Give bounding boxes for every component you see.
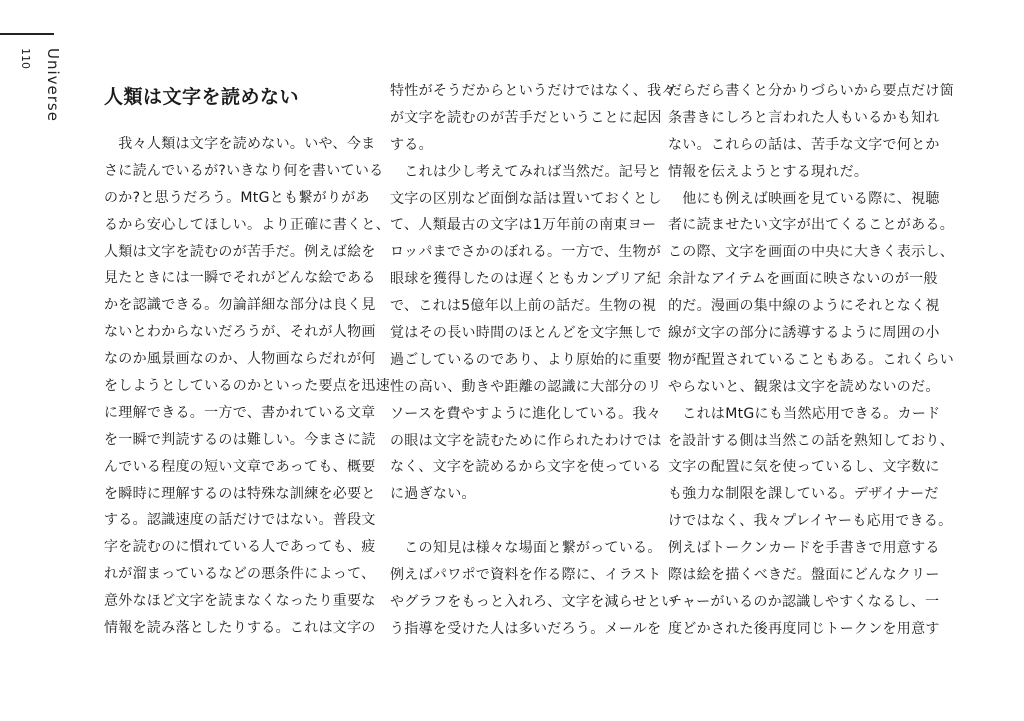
text-line: なく、文字を読めるから文字を使っている [390,459,662,476]
text-line: れが溜まっているなどの悪条件によって、 [104,566,376,583]
text-line: んでいる程度の短い文章であっても、概要 [104,458,376,475]
text-line: 条書きにしろと言われた人もいるかも知れ [668,109,940,126]
text-line: これは少し考えてみれば当然だ。記号と [390,163,662,180]
article-title: 人類は文字を読めない [104,86,300,108]
text-line: 例えばトークンカードを手書きで用意する [668,540,940,557]
text-line: 覚はその長い時間のほとんどを文字無しで [390,325,662,342]
body-column-1 [104,131,390,642]
text-line: する。 [390,136,433,153]
text-line: なのか風景画なのか、人物画ならだれが何 [104,351,376,368]
body-column-2 [390,78,676,643]
text-line: 見たときには一瞬でそれがどんな絵である [104,270,376,287]
text-line: 人類は文字を読むのが苦手だ。例えば絵を [104,243,376,260]
text-line: 度どかされた後再度同じトークンを用意す [668,620,940,637]
text-line: 余計なアイテムを画面に映さないのが一般 [668,271,938,288]
text-line: の眼は文字を読むために作られたわけでは [390,432,662,449]
text-line: も強力な制限を課している。デザイナーだ [668,486,939,503]
text-line: う指導を受けた人は多いだろう。メールを [390,620,662,637]
text-line: ソースを費やすように進化している。我々 [390,405,661,422]
text-line: を一瞬で判読するのは難しい。今まさに読 [104,431,376,448]
text-line: 過ごしているのであり、より原始的に重要 [390,351,662,368]
text-line: 他にも例えば映画を見ている際に、視聴 [668,190,940,207]
body-column-3 [668,78,954,643]
text-line: て、人類最古の文字は1万年前の南東ヨー [390,217,657,234]
header-rule [0,33,54,35]
text-line: 文字の区別など面倒な話は置いておくとし [390,190,662,207]
text-line: だらだら書くと分かりづらいから要点だけ箇 [668,83,954,99]
text-line: けではなく、我々プレイヤーも応用できる。 [668,513,953,530]
text-line: を瞬時に理解するのは特殊な訓練を必要と [104,485,376,502]
text-line: に理解できる。一方で、書かれている文章 [104,404,376,421]
text-line: 物が配置されていることもある。これくらい [668,351,954,368]
text-line: 特性がそうだからというだけではなく、我々 [390,83,676,99]
text-line: 字を読むのに慣れている人であっても、疲 [104,539,376,556]
text-line: 性の高い、動きや距離の認識に大部分のリ [390,378,662,395]
text-line: 意外なほど文字を読まなくなったり重要な [104,593,376,610]
text-line: るから安心してほしい。より正確に書くと、 [104,216,390,233]
text-line: やグラフをもっと入れろ、文字を減らせとい [390,593,676,610]
text-line: 例えばパワポで資料を作る際に、イラスト [390,567,662,584]
text-line: 眼球を獲得したのは遅くともカンブリア紀 [390,271,662,288]
text-line: 者に読ませたい文字が出てくることがある。 [668,217,954,234]
text-line: が文字を読むのが苦手だということに起因 [390,109,662,126]
text-line: かを認識できる。勿論詳細な部分は良く見 [104,297,376,314]
text-line: 我々人類は文字を読めない。いや、今ま [104,136,376,152]
text-line [390,508,676,535]
text-line: ロッパまでさかのぼれる。一方で、生物が [390,244,662,261]
text-line: のか?と思うだろう。MtGとも繋がりがあ [104,189,370,206]
text-line: 線が文字の部分に誘導するように周囲の小 [668,325,940,342]
page-number: 110 [19,48,32,69]
text-line: 的だ。漫画の集中線のようにそれとなく視 [668,298,940,315]
text-line: ない。これらの話は、苦手な文字で何とか [668,136,940,153]
text-line: この知見は様々な場面と繋がっている。 [390,540,662,557]
text-line: やらないと、観衆は文字を読めないのだ。 [668,378,940,395]
text-line: ないとわからないだろうが、それが人物画 [104,324,376,341]
text-line: これはMtGにも当然応用できる。カード [668,405,941,422]
text-line: 情報を読み落としたりする。これは文字の [104,620,376,637]
text-line: で、これは5億年以上前の話だ。生物の視 [390,298,657,315]
text-line: この際、文字を画面の中央に大きく表示し、 [668,244,954,261]
text-line: 際は絵を描くべきだ。盤面にどんなクリー [668,567,940,584]
text-line: 文字の配置に気を使っているし、文字数に [668,459,940,476]
text-line: を設計する側は当然この話を熟知しており、 [668,432,954,449]
text-line: さに読んでいるが?いきなり何を書いている [104,162,384,179]
running-title: Universe [44,48,62,122]
text-line: に過ぎない。 [390,486,476,503]
text-line: をしようとしているのかといった要点を迅速 [104,378,390,395]
text-line: 情報を伝えようとする現れだ。 [668,163,869,180]
text-line: する。認識速度の話だけではない。普段文 [104,512,376,529]
text-line: チャーがいるのか認識しやすくなるし、一 [668,593,940,610]
